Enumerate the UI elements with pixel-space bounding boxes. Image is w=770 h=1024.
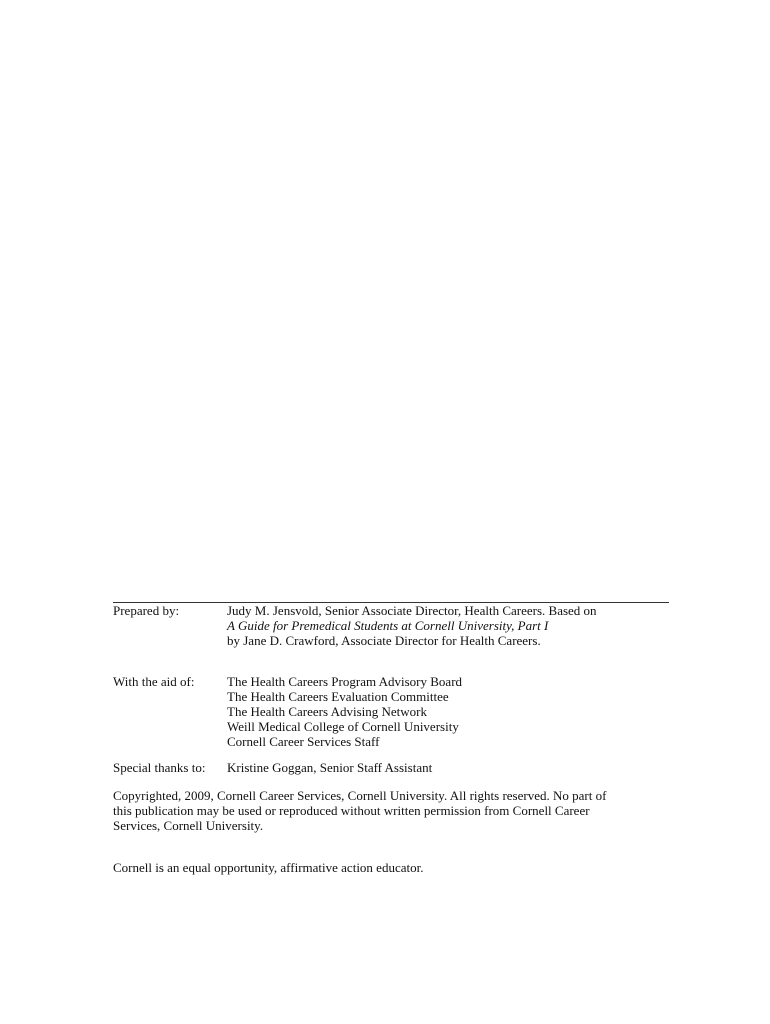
special-thanks-value: Kristine Goggan, Senior Staff Assistant	[227, 760, 433, 775]
equal-opportunity-statement	[113, 860, 653, 875]
aid-list	[227, 674, 669, 749]
prepared-by-line: by Jane D. Crawford, Associate Director for Health Careers.	[227, 633, 541, 648]
equal-opportunity-text: Cornell is an equal opportunity, affirmative action educator.	[113, 860, 424, 875]
prepared-by-text	[227, 603, 669, 648]
aid-list-item: The Health Careers Program Advisory Board	[227, 674, 463, 689]
prepared-by-label: Prepared by:	[113, 603, 180, 618]
prepared-by-line: Judy M. Jensvold, Senior Associate Director, Health Careers. Based on	[227, 603, 597, 618]
guide-title: A Guide for Premedical Students at Cornell University, Part I	[227, 618, 549, 633]
copyright-line: Copyrighted, 2009, Cornell Career Services, Cornell University. All rights reserved. No part of	[113, 788, 607, 803]
aid-list-item: The Health Careers Advising Network	[227, 704, 428, 719]
aid-list-item: Cornell Career Services Staff	[227, 734, 380, 749]
copyright-line: this publication may be used or reproduced without written permission from Cornell Career	[113, 803, 590, 818]
copyright-line: Services, Cornell University.	[113, 818, 264, 833]
special-thanks-label: Special thanks to:	[113, 760, 206, 775]
aid-list-item: Weill Medical College of Cornell University	[227, 719, 459, 734]
aid-list-item: The Health Careers Evaluation Committee	[227, 689, 449, 704]
with-the-aid-of-label: With the aid of:	[113, 674, 195, 689]
copyright-notice	[113, 788, 653, 833]
special-thanks-text	[227, 760, 669, 775]
